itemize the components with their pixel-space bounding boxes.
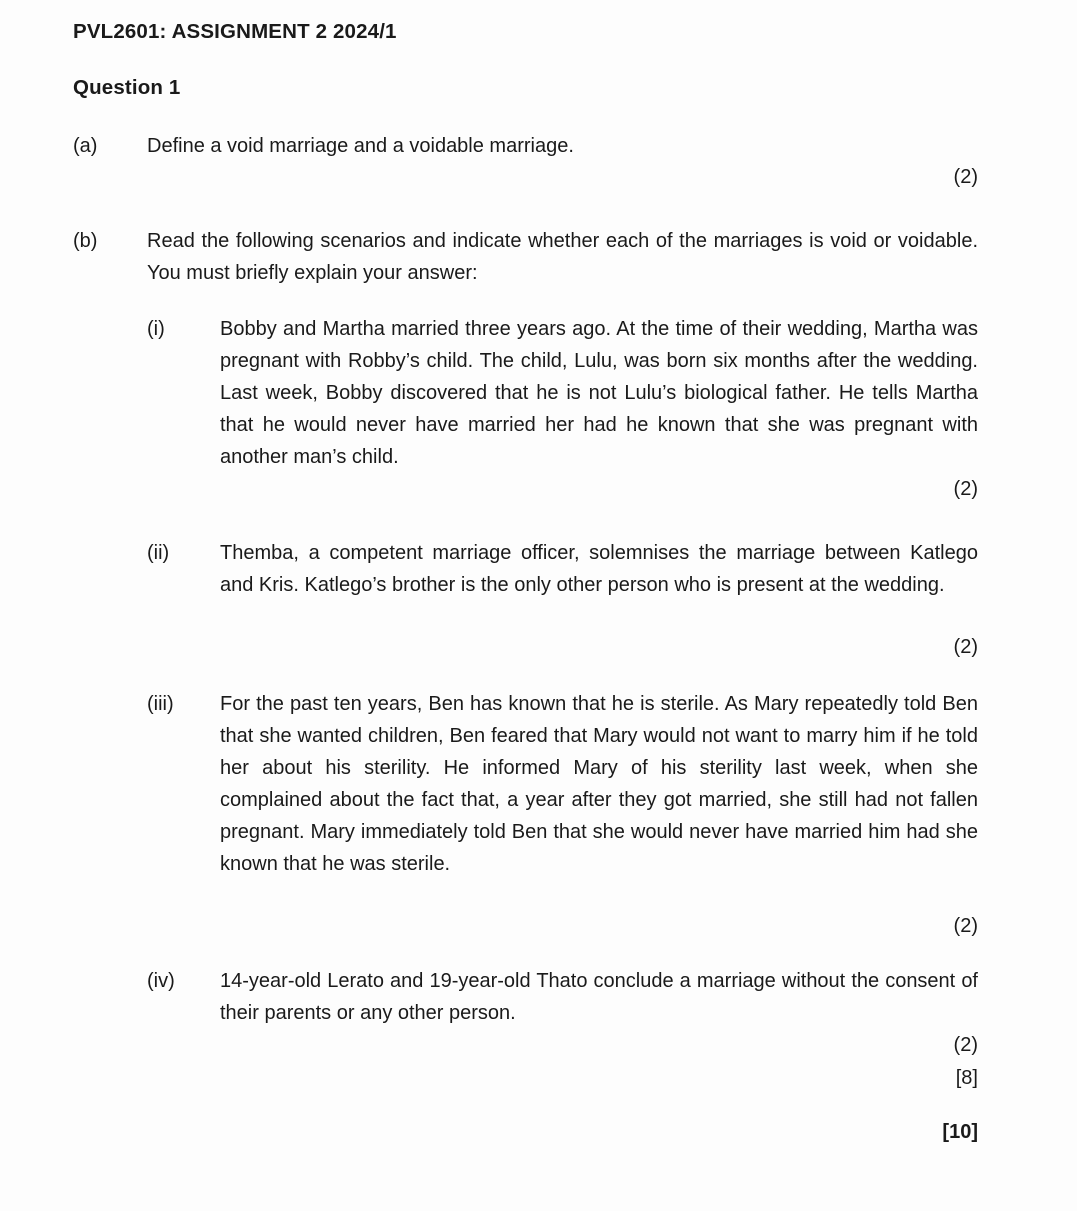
scenario-ii-label: (ii): [147, 542, 170, 564]
scenario-ii-text: Themba, a competent marriage officer, solemnises the marriage between Katlego and Kris. Katlego’s brother is the only other person who is present at the wedding.: [220, 542, 978, 596]
part-b: [73, 225, 978, 289]
scenario-iv-marks: (2): [953, 1034, 978, 1056]
scenario-i-text: Bobby and Martha married three years ago. At the time of their wedding, Martha was pregnant with Robby’s child. The child, Lulu, was born six months after the wedding. Last week, Bobby discovered that he is not Lulu’s biological father. He tells Martha that he would never have married her had he known that she was pregnant with another man’s child.: [220, 318, 978, 468]
part-b-label: (b): [73, 230, 98, 252]
part-b-subtotal: [8]: [955, 1067, 978, 1089]
scenario-i-label: (i): [147, 318, 165, 340]
document-title: PVL2601: ASSIGNMENT 2 2024/1: [73, 20, 397, 43]
scenario-iv-label: (iv): [147, 970, 175, 992]
scenario-ii-marks: (2): [953, 636, 978, 658]
scenario-iii: [147, 688, 978, 880]
scenario-iii-marks: (2): [953, 915, 978, 937]
question-heading: Question 1: [73, 76, 181, 99]
part-a: [73, 130, 978, 162]
scenario-iv-text: 14-year-old Lerato and 19-year-old Thato conclude a marriage without the consent of their parents or any other person.: [220, 970, 978, 1024]
scenario-iii-label: (iii): [147, 693, 174, 715]
part-a-marks: (2): [953, 166, 978, 188]
question-total: [10]: [942, 1121, 978, 1143]
scenario-iv: [147, 965, 978, 1029]
scenario-ii: [147, 537, 978, 601]
scenario-i-marks: (2): [953, 478, 978, 500]
scenario-iii-text: For the past ten years, Ben has known that he is sterile. As Mary repeatedly told Ben that she wanted children, Ben feared that Mary would not want to marry him if he told her about his sterility. He informed Mary of his sterility last week, when she complained about the fact that, a year after they got married, she still had not fallen pregnant. Mary immediately told Ben that she would never have married him had she known that he was sterile.: [220, 693, 978, 875]
part-a-text: Define a void marriage and a voidable marriage.: [147, 135, 574, 157]
scenario-i: [147, 313, 978, 473]
part-b-text: Read the following scenarios and indicate whether each of the marriages is void or voidable. You must briefly explain your answer:: [147, 230, 978, 284]
part-a-label: (a): [73, 135, 98, 157]
